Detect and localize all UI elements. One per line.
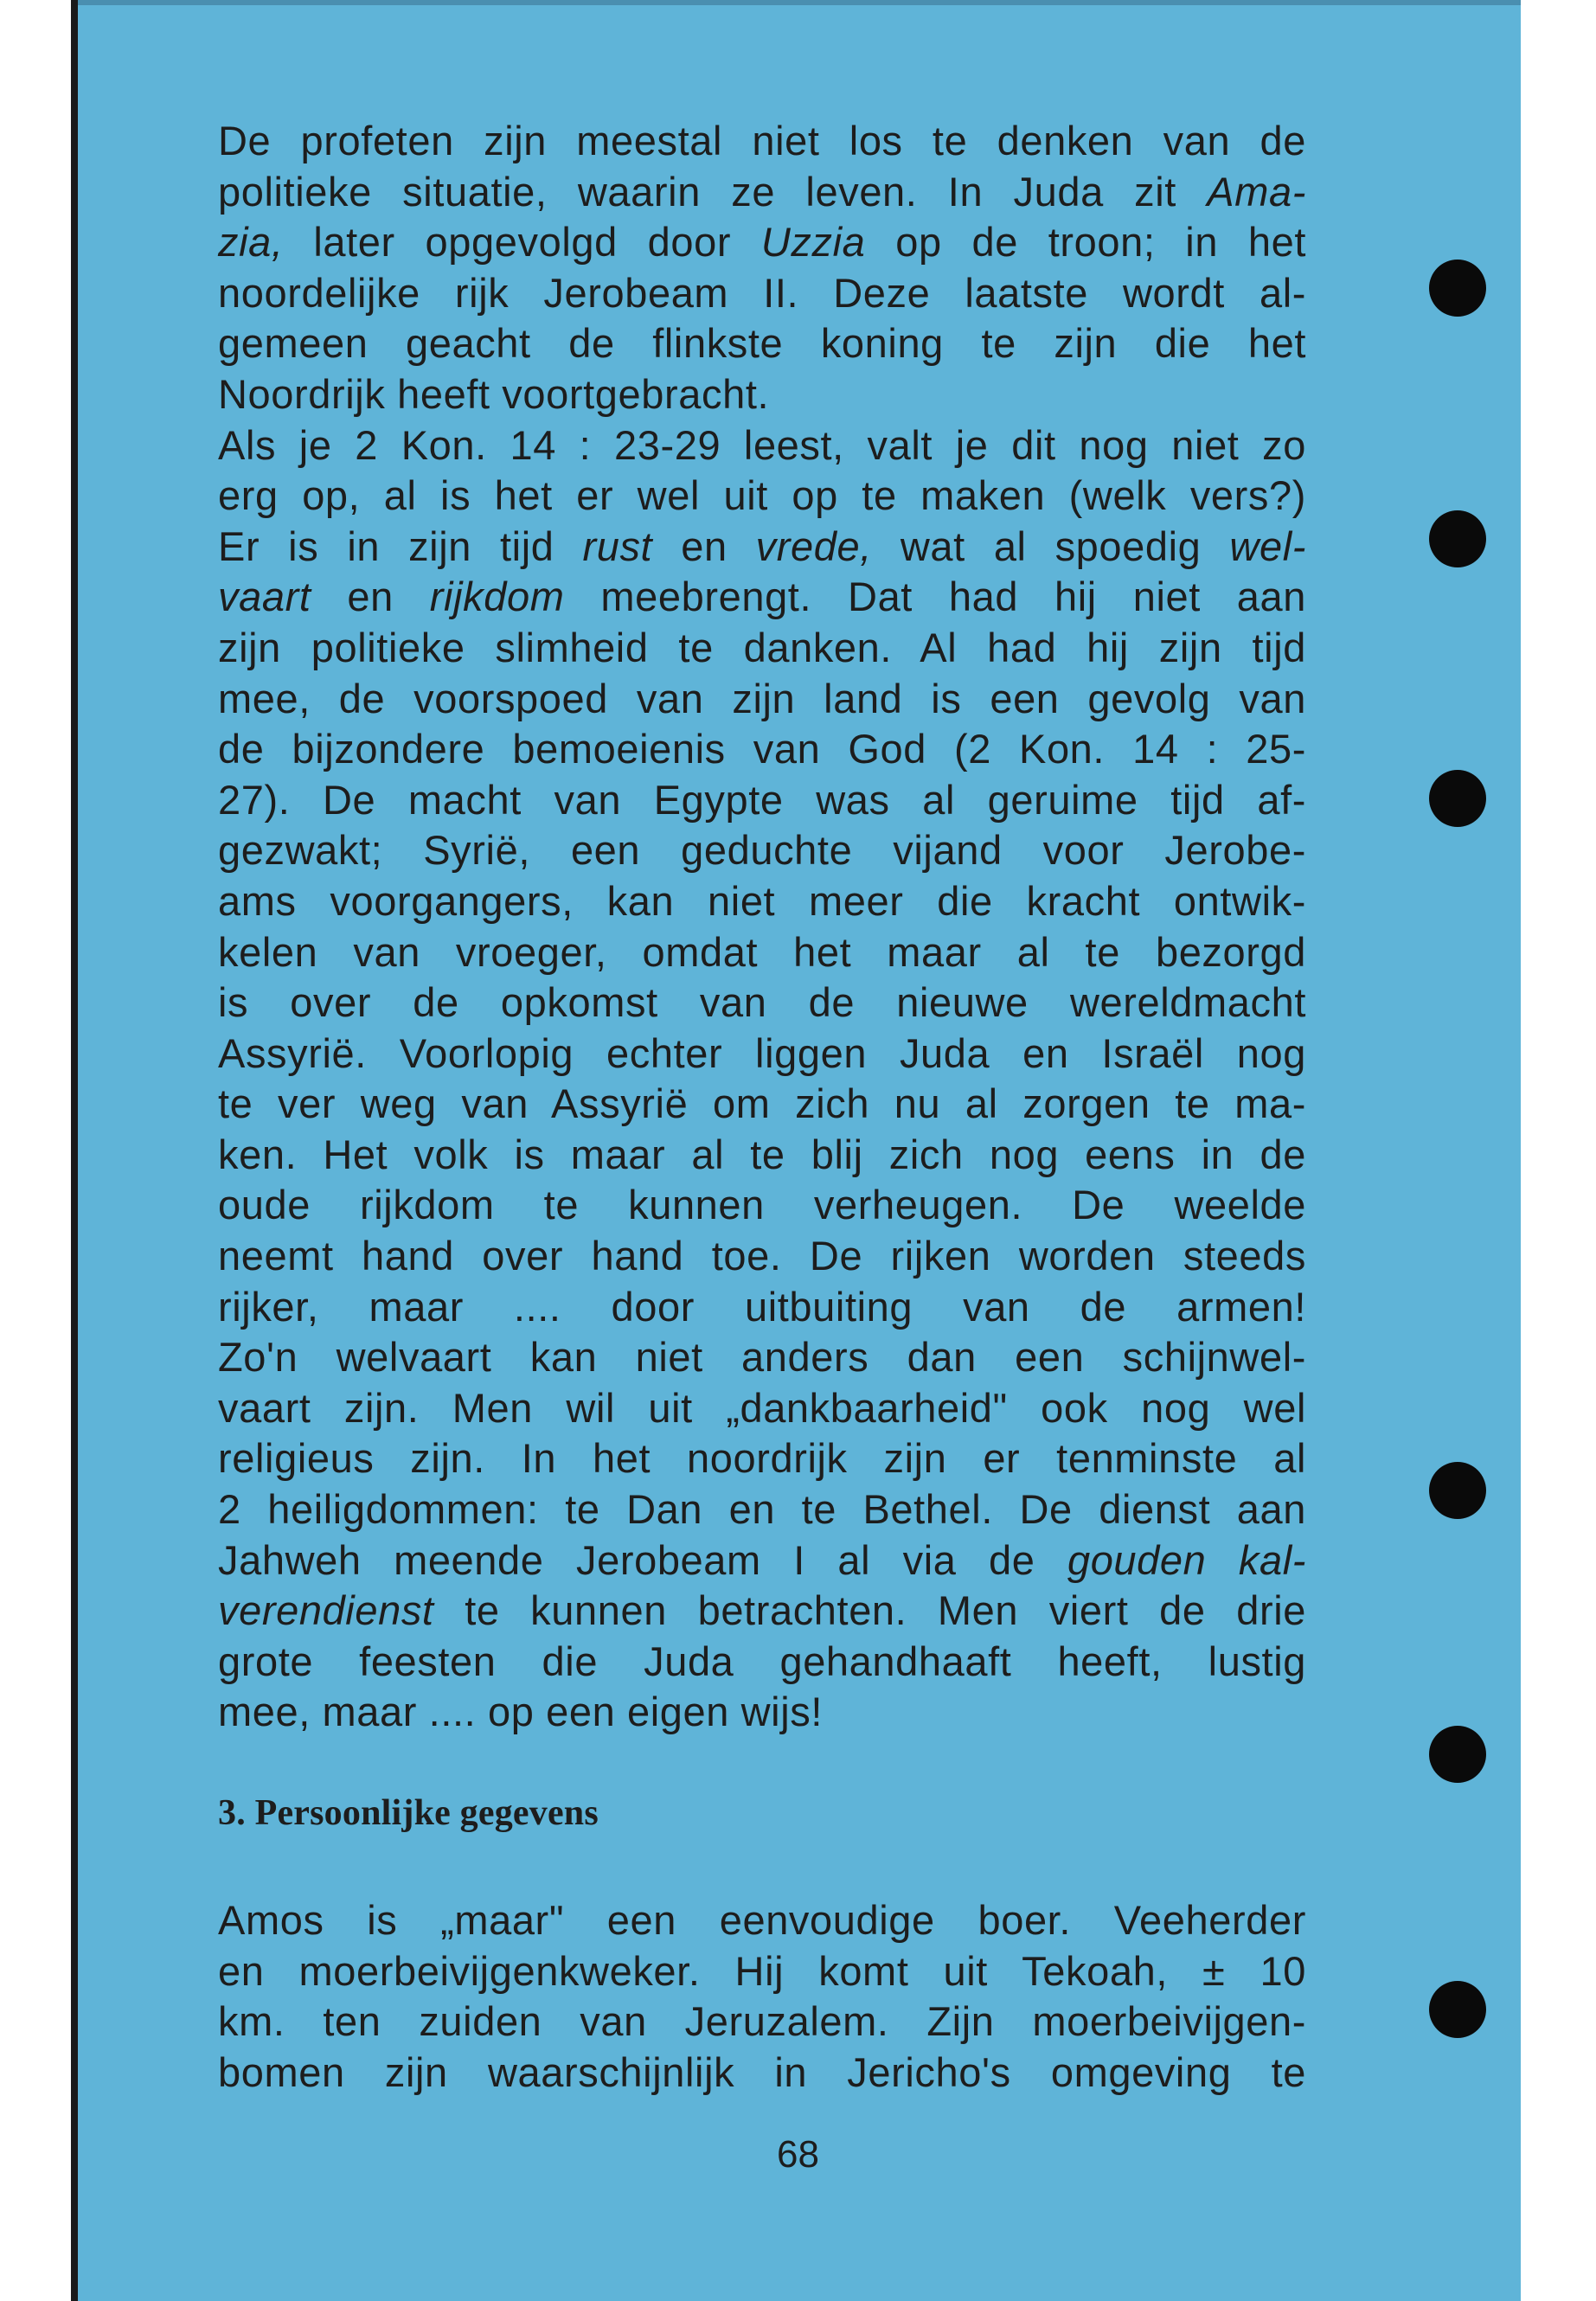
text-run: op de troon; in het [865, 219, 1306, 266]
text-line [218, 825, 1306, 876]
binder-hole-6 [1429, 1981, 1486, 2038]
text-line [218, 1079, 1306, 1130]
binder-hole-5 [1429, 1726, 1486, 1783]
text-run: Als je 2 Kon. 14 : 23-29 leest, valt je dit nog niet zo [218, 421, 1306, 468]
italic-text: gouden kal- [1067, 1536, 1306, 1583]
text-run: en [652, 522, 756, 569]
text-line [218, 471, 1306, 522]
text-run: en [311, 574, 430, 620]
text-line [218, 1180, 1306, 1231]
italic-text: vaart [218, 574, 311, 620]
text-run: mee, de voorspoed van zijn land is een gevolg van [218, 675, 1306, 721]
text-line [218, 369, 1306, 420]
text-line [218, 116, 1306, 167]
body-paragraph-2 [218, 1894, 1306, 2097]
text-line [218, 674, 1306, 725]
text-line [218, 2047, 1306, 2098]
text-line [218, 623, 1306, 674]
text-run: gezwakt; Syrië, een geduchte vijand voor Jerobe- [218, 827, 1306, 874]
text-run: Noordrijk heeft voortgebracht. [218, 370, 770, 417]
italic-text: zia, [218, 219, 284, 266]
text-run: 27). De macht van Egypte was al geruime tijd af- [218, 776, 1306, 823]
text-run: neemt hand over hand toe. De rijken worden steeds [218, 1233, 1306, 1279]
italic-text: rust [582, 522, 653, 569]
text-run: Assyrië. Voorlopig echter liggen Juda en Israël nog [218, 1029, 1306, 1076]
text-run: 2 heiligdommen: te Dan en te Bethel. De dienst aan [218, 1486, 1306, 1533]
text-line [218, 1586, 1306, 1637]
text-line [218, 268, 1306, 319]
text-line [218, 1637, 1306, 1688]
text-run: ken. Het volk is maar al te blij zich nog eens in de [218, 1131, 1306, 1177]
section-heading: 3. Persoonlijke gegevens [218, 1793, 599, 1833]
text-run: bomen zijn waarschijnlijk in Jericho's omgeving te [218, 2048, 1306, 2095]
body-paragraph-1 [218, 116, 1306, 1738]
page-top-edge [78, 0, 1521, 5]
text-run: vaart zijn. Men wil uit „dankbaarheid" ook nog wel [218, 1384, 1306, 1431]
text-run: oude rijkdom te kunnen verheugen. De weelde [218, 1182, 1306, 1228]
text-run: grote feesten die Juda gehandhaaft heeft, lustig [218, 1638, 1306, 1684]
binder-hole-1 [1429, 260, 1486, 317]
text-line [218, 927, 1306, 978]
italic-text: verendienst [218, 1587, 434, 1634]
text-line [218, 1231, 1306, 1282]
text-line [218, 1945, 1306, 1997]
text-run: zijn politieke slimheid te danken. Al had hij zijn tijd [218, 624, 1306, 670]
text-line [218, 1894, 1306, 1945]
text-run: Zo'n welvaart kan niet anders dan een schijnwel- [218, 1334, 1306, 1381]
text-run: km. ten zuiden van Jeruzalem. Zijn moerbeivijgen- [218, 1998, 1306, 2045]
binder-hole-3 [1429, 770, 1486, 827]
text-run: mee, maar .... op een eigen wijs! [218, 1689, 824, 1735]
text-line [218, 167, 1306, 218]
text-line [218, 572, 1306, 623]
italic-text: rijkdom [429, 574, 565, 620]
page-number: 68 [777, 2133, 819, 2176]
text-run: kelen van vroeger, omdat het maar al te bezorgd [218, 928, 1306, 975]
text-line [218, 522, 1306, 573]
text-line [218, 1433, 1306, 1484]
binder-hole-2 [1429, 510, 1486, 567]
text-line [218, 977, 1306, 1029]
text-run: erg op, al is het er wel uit op te maken (welk vers?) [218, 472, 1306, 519]
text-line [218, 1282, 1306, 1333]
italic-text: wel- [1229, 522, 1306, 569]
text-run: later opgevolgd door [283, 219, 761, 266]
text-line [218, 1535, 1306, 1586]
text-line [218, 1130, 1306, 1181]
text-line [218, 318, 1306, 369]
text-line [218, 420, 1306, 471]
text-run: Jahweh meende Jerobeam I al via de [218, 1536, 1067, 1583]
text-run: te kunnen betrachten. Men viert de drie [433, 1587, 1306, 1634]
binder-hole-4 [1429, 1462, 1486, 1519]
text-line [218, 724, 1306, 775]
text-run: meebrengt. Dat had hij niet aan [564, 574, 1307, 620]
text-run: noordelijke rijk Jerobeam II. Deze laatste wordt al- [218, 269, 1306, 316]
italic-text: vrede, [755, 522, 872, 569]
text-run: ams voorgangers, kan niet meer die kracht ontwik- [218, 877, 1306, 924]
text-run: wat al spoedig [871, 522, 1230, 569]
text-run: Er is in zijn tijd [218, 522, 583, 569]
text-run: rijker, maar .... door uitbuiting van de armen! [218, 1283, 1306, 1330]
text-run: te ver weg van Assyrië om zich nu al zorgen te ma- [218, 1080, 1306, 1127]
text-run: Amos is „maar" een eenvoudige boer. Veeherder [218, 1897, 1306, 1943]
text-run: religieus zijn. In het noordrijk zijn er tenminste al [218, 1435, 1306, 1482]
text-run: en moerbeivijgenkweker. Hij komt uit Tekoah, ± 10 [218, 1947, 1306, 1994]
text-run: de bijzondere bemoeienis van God (2 Kon. 14 : 25- [218, 726, 1306, 772]
italic-text: Uzzia [760, 219, 866, 266]
text-line [218, 876, 1306, 927]
text-line [218, 1383, 1306, 1434]
text-line [218, 1029, 1306, 1080]
text-run: gemeen geacht de flinkste koning te zijn die het [218, 320, 1306, 367]
text-line [218, 217, 1306, 268]
text-line [218, 1332, 1306, 1383]
text-run: politieke situatie, waarin ze leven. In Juda zit [218, 168, 1208, 215]
text-line [218, 775, 1306, 826]
italic-text: Ama- [1207, 168, 1306, 215]
text-run: De profeten zijn meestal niet los te denken van de [218, 118, 1306, 163]
text-line [218, 1484, 1306, 1535]
text-line [218, 1687, 1306, 1738]
text-run: is over de opkomst van de nieuwe wereldmacht [218, 979, 1306, 1026]
text-line [218, 1996, 1306, 2047]
